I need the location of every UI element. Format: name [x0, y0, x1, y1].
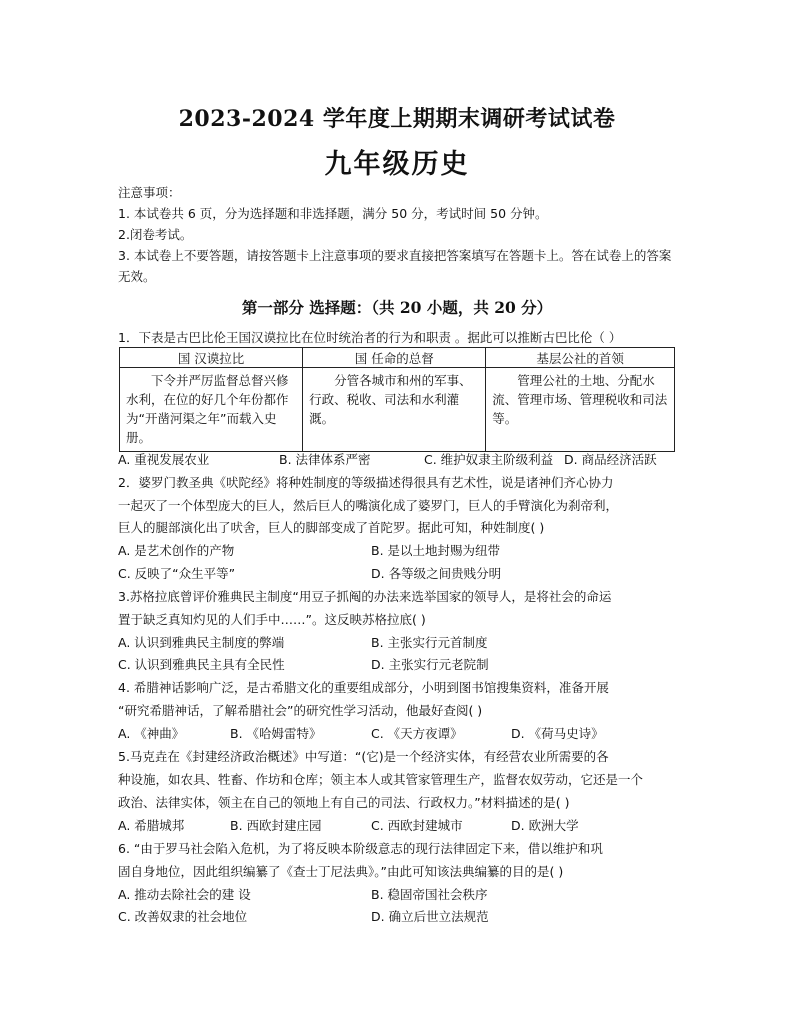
- option-c: C. 维护奴隶主阶级利益: [424, 452, 554, 467]
- question-4-line: “研究希腊神话，了解希腊社会”的研究性学习活动，他最好查阅( ): [118, 703, 483, 718]
- notes-heading: 注意事项：: [118, 185, 181, 200]
- table-cell: 管理公社的土地、分配水流、管理市场、管理税收和司法等。: [486, 368, 675, 452]
- question-2-line: 2．婆罗门教圣典《吠陀经》将种姓制度的等级描述得很具有艺术性，说是诸神们齐心协力: [118, 475, 614, 490]
- table-cell: 下令并严厉监督总督兴修水利，在位的好几个年份都作为“开凿河渠之年”而载入史册。: [120, 368, 303, 452]
- question-4-line: 4. 希腊神话影响广泛，是古希腊文化的重要组成部分，小明到图书馆搜集资料，准备开展: [118, 680, 609, 695]
- question-3-line: 置于缺乏真知灼见的人们手中……”。这反映苏格拉底( ): [118, 612, 426, 627]
- question-5-line: 种设施，如农具、牲畜、作坊和仓库；领主本人或其管家管理生产，监督农奴劳动，它还是一个: [118, 772, 644, 787]
- table-header: 国 任命的总督: [303, 348, 486, 368]
- option-d: D. 主张实行元老院制: [371, 657, 489, 672]
- question-1-table: [119, 347, 675, 452]
- notes-block: [118, 182, 678, 287]
- option-c: C. 西欧封建城市: [371, 818, 463, 833]
- table-header: 基层公社的首领: [486, 348, 675, 368]
- option-b: B. 稳固帝国社会秩序: [371, 887, 488, 902]
- option-a: A. 希腊城邦: [118, 818, 185, 833]
- notes-item: 3. 本试卷上不要答题，请按答题卡上注意事项的要求直接把答案填写在答题卡上。答在试卷上的答案无效。: [118, 248, 672, 284]
- option-c: C. 《天方夜谭》: [371, 726, 463, 741]
- option-b: B. 《哈姆雷特》: [230, 726, 322, 741]
- question-2-line: 巨人的腿部演化出了吠舍，巨人的脚部变成了首陀罗。据此可知，种姓制度( ): [118, 520, 545, 535]
- option-b: B. 法律体系严密: [279, 452, 371, 467]
- option-b: B. 主张实行元首制度: [371, 635, 488, 650]
- option-a: A. 《神曲》: [118, 726, 185, 741]
- question-5-line: 政治、法律实体，领主在自己的领地上有自己的司法、行政权力。”材料描述的是( ): [118, 795, 570, 810]
- option-d: D. 商品经济活跃: [564, 452, 657, 467]
- table-header: 国 汉谟拉比: [120, 348, 303, 368]
- question-6-line: 6. “由于罗马社会陷入危机，为了将反映本阶级意志的现行法律固定下来，借以维护和巩: [118, 841, 603, 856]
- question-5-line: 5.马克垚在《封建经济政治概述》中写道：“(它)是一个经济实体，有经营农业所需要的各: [118, 749, 609, 764]
- option-a: A. 推动去除社会的建 设: [118, 887, 251, 902]
- notes-item: 2.闭卷考试。: [118, 227, 193, 242]
- question-2-line: 一起灭了一个体型庞大的巨人，然后巨人的嘴演化成了婆罗门，巨人的手臂演化为刹帝利，: [118, 498, 619, 513]
- table-cell: 分管各城市和州的军事、行政、税收、司法和水利灌溉。: [303, 368, 486, 452]
- section-title: 第一部分 选择题：（共 20 小题，共 20 分）: [241, 298, 553, 317]
- option-b: B. 是以土地封赐为纽带: [371, 543, 501, 558]
- question-3-line: 3.苏格拉底曾评价雅典民主制度“用豆子抓阄的办法来选举国家的领导人，是将社会的命运: [118, 589, 612, 604]
- option-b: B. 西欧封建庄园: [230, 818, 322, 833]
- option-a: A. 认识到雅典民主制度的弊端: [118, 635, 285, 650]
- option-c: C. 反映了“众生平等”: [118, 566, 236, 581]
- option-c: C. 认识到雅典民主具有全民性: [118, 657, 285, 672]
- exam-subject: 九年级历史: [324, 149, 470, 180]
- option-d: D. 各等级之间贵贱分明: [371, 566, 502, 581]
- option-d: D. 《荷马史诗》: [511, 726, 604, 741]
- option-a: A. 重视发展农业: [118, 452, 210, 467]
- notes-item: 1. 本试卷共 6 页，分为选择题和非选择题，满分 50 分，考试时间 50 分钟。: [118, 206, 548, 221]
- option-a: A. 是艺术创作的产物: [118, 543, 235, 558]
- question-1-stem: 1．下表是古巴比伦王国汉谟拉比在位时统治者的行为和职责 。据此可以推断古巴比伦（ ）: [118, 330, 622, 345]
- question-6-line: 固自身地位，因此组织编纂了《查士丁尼法典》。”由此可知该法典编纂的目的是( ): [118, 864, 564, 879]
- option-d: D. 欧洲大学: [511, 818, 579, 833]
- option-d: D. 确立后世立法规范: [371, 909, 489, 924]
- exam-title: 2023-2024 学年度上期期末调研考试试卷: [178, 106, 616, 132]
- option-c: C. 改善奴隶的社会地位: [118, 909, 248, 924]
